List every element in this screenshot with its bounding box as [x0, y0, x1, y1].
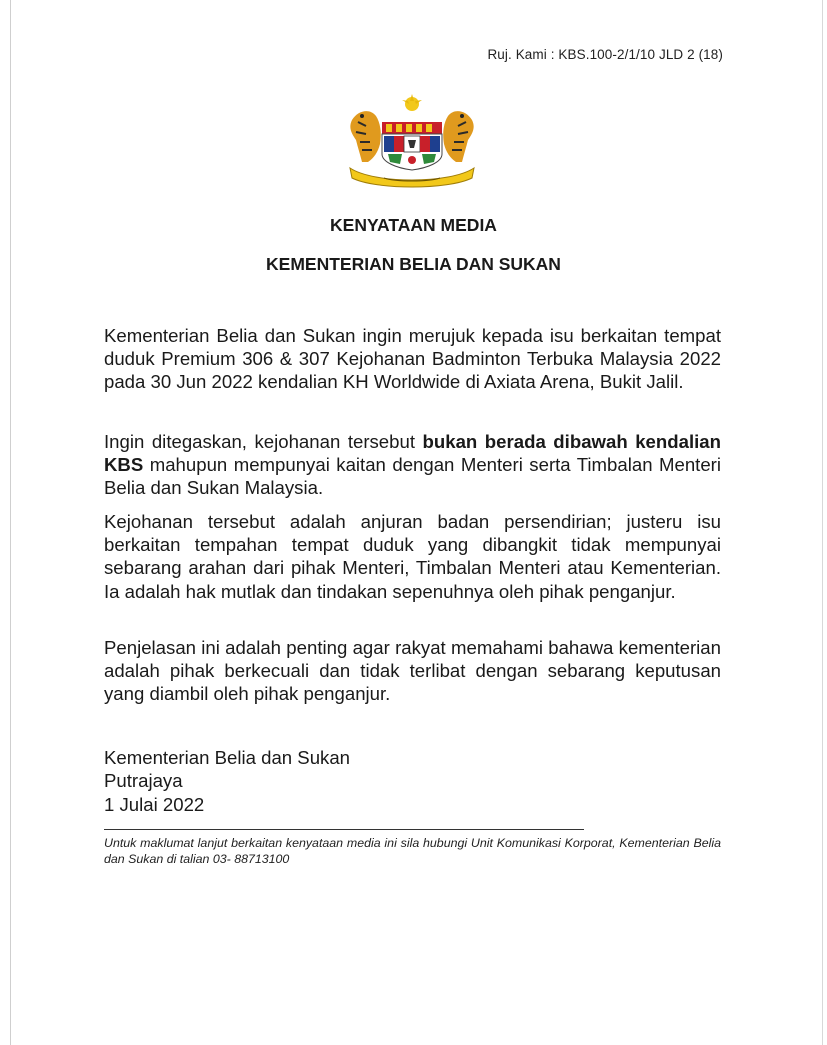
- document-title: KENYATAAN MEDIA: [330, 215, 497, 235]
- ministry-name-heading: KEMENTERIAN BELIA DAN SUKAN: [266, 254, 561, 274]
- page-edge-right: [822, 0, 823, 1045]
- footnote-divider: [104, 829, 584, 830]
- paragraph-1: Kementerian Belia dan Sukan ingin merujuk kepada isu berkaitan tempat duduk Premium 306 & 307 Kejohanan Badminton Terbuka Malaysia 2022 pada 30 Jun 2022 kendalian KH Worldwide di Axiata Arena, Bukit Jalil.: [104, 325, 721, 393]
- signoff-place: Putrajaya: [104, 770, 183, 792]
- page-edge-left: [10, 0, 11, 1045]
- paragraph-2-emphasis: bukan berada dibawah kendalian KBS: [104, 431, 721, 476]
- paragraph-2-rest: mahupun mempunyai kaitan dengan Menteri serta Timbalan Menteri Belia dan Sukan Malaysia.: [104, 454, 721, 499]
- paragraph-4: Penjelasan ini adalah penting agar rakyat memahami bahawa kementerian adalah pihak berkecuali dan tidak terlibat dengan sebarang keputusan yang diambil oleh pihak penganjur.: [104, 637, 721, 705]
- signoff-date: 1 Julai 2022: [104, 793, 205, 815]
- paragraph-2: [104, 430, 721, 500]
- signoff-organisation: Kementerian Belia dan Sukan: [104, 747, 351, 768]
- reference-number: Ruj. Kami : KBS.100-2/1/10 JLD 2 (18): [487, 47, 723, 62]
- paragraph-3: Kejohanan tersebut adalah anjuran badan persendirian; justeru isu berkaitan tempahan tempat duduk yang dibangkit tidak mempunyai sebarang arahan dari pihak Menteri, Timbalan Menteri atau Kementerian. Ia adalah hak mutlak dan tindakan sepenuhnya oleh pihak penganjur.: [104, 511, 721, 602]
- signoff-block: [104, 746, 350, 816]
- malaysia-coat-of-arms-icon: [344, 92, 480, 192]
- contact-footnote: Untuk maklumat lanjut berkaitan kenyataan media ini sila hubungi Unit Komunikasi Korporat, Kementerian Belia dan Sukan di talian 03- 88713100: [104, 836, 721, 866]
- paragraph-2-intro: Ingin ditegaskan, kejohanan tersebut: [104, 431, 423, 452]
